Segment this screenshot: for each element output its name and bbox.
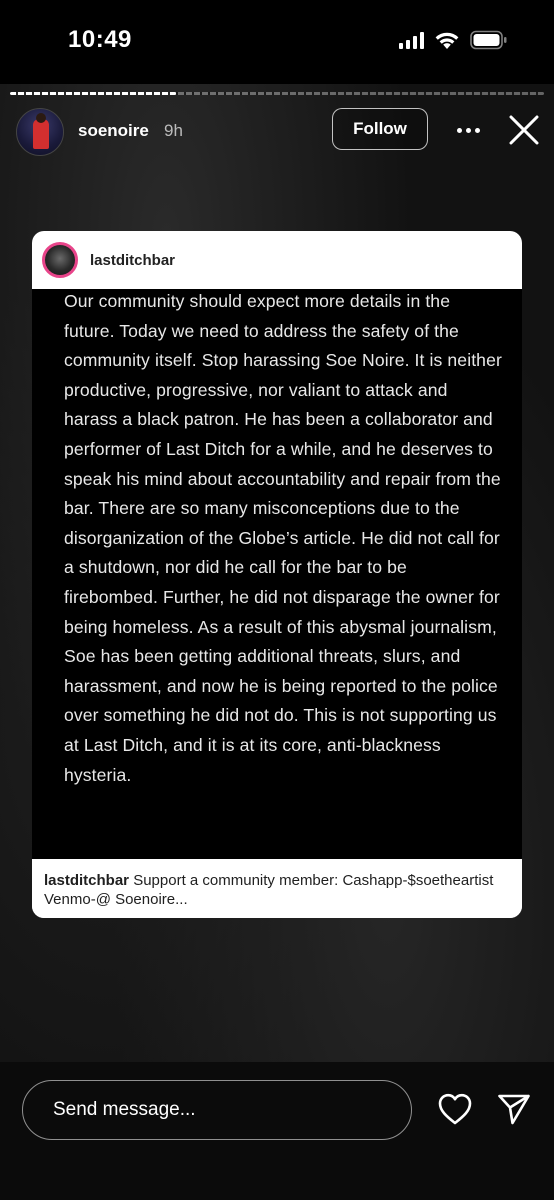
shared-post-caption <box>32 859 522 918</box>
story-segment-dividers <box>10 92 544 95</box>
shared-post-avatar[interactable] <box>42 242 78 278</box>
close-icon[interactable] <box>506 112 542 148</box>
avatar-head <box>36 113 46 123</box>
status-bar <box>0 0 554 84</box>
story-header <box>16 106 538 158</box>
post-time: 9h <box>164 121 183 140</box>
status-icons <box>399 30 508 50</box>
status-time: 10:49 <box>68 26 132 53</box>
avatar-figure <box>33 119 49 149</box>
shared-post-username[interactable]: lastditchbar <box>90 252 176 269</box>
follow-button[interactable]: Follow <box>332 108 428 150</box>
shared-post-card[interactable] <box>32 231 522 918</box>
caption-text: Support a community member: Cashapp-$soetheartist Venmo-@ Soenoire... <box>44 872 494 908</box>
heart-icon[interactable] <box>437 1092 473 1126</box>
author-username[interactable]: soenoire <box>78 121 149 140</box>
send-icon[interactable] <box>497 1092 531 1126</box>
battery-icon <box>470 30 508 50</box>
reply-bar <box>0 1062 554 1200</box>
send-message-input[interactable] <box>22 1080 412 1140</box>
shared-post-header <box>32 231 522 289</box>
wifi-icon <box>434 31 460 50</box>
ellipsis-icon[interactable] <box>452 116 484 144</box>
caption-username: lastditchbar <box>44 872 130 889</box>
shared-post-text: Our community should expect more details in the future. Today we need to address the safety of the community itself. Stop harassing Soe Noire. It is neither productive, progressive, nor valiant to attack and harass a black patron. He has been a collaborator and performer of Last Ditch for a while, and he deserves to speak his mind about accountability and repair from the bar. There are so many misconceptions due to the disorganization of the Globe’s article. He did not call for a shutdown, nor did he call for the bar to be firebombed. Further, he did not disparage the owner for being homeless. As a result of this abysmal journalism, Soe has been getting additional threats, slurs, and harassment, and now he is being reported to the police over something he did not do. This is not supporting us at Last Ditch, and it is at its core, anti-blackness hysteria. <box>64 291 502 785</box>
cellular-signal-icon <box>399 32 424 49</box>
author-avatar[interactable] <box>16 108 64 156</box>
